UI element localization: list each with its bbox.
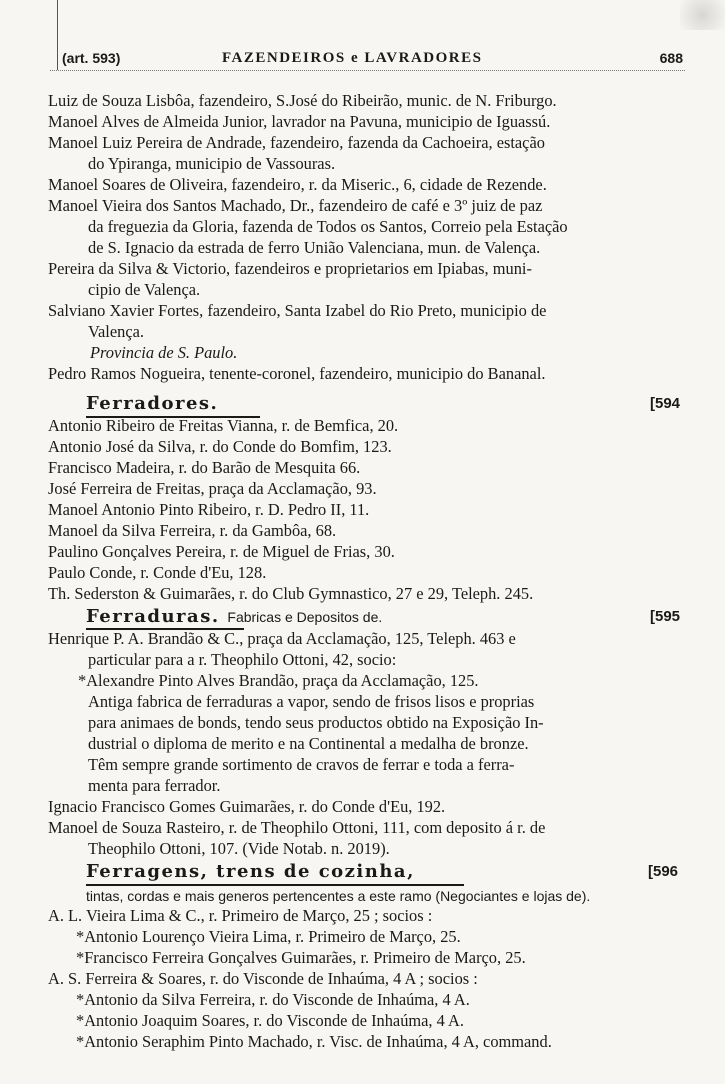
entry-line: Antiga fabrica de ferraduras a vapor, sendo de frisos lisos e proprias bbox=[88, 692, 535, 711]
page-spine-line bbox=[57, 0, 58, 70]
entry-line: Salviano Xavier Fortes, fazendeiro, Santa Izabel do Rio Preto, municipio de bbox=[48, 301, 547, 320]
entry-line: do Ypiranga, municipio de Vassouras. bbox=[88, 154, 336, 173]
entry-line: Antonio Ribeiro de Freitas Vianna, r. de Bemfica, 20. bbox=[48, 416, 399, 435]
entry-line: Henrique P. A. Brandão & C., praça da Acclamação, 125, Teleph. 463 e bbox=[48, 629, 516, 648]
entry-line: particular para a r. Theophilo Ottoni, 42, socio: bbox=[88, 650, 397, 669]
entry-line: Valença. bbox=[88, 322, 144, 341]
entry-line: de S. Ignacio da estrada de ferro União Valenciana, mun. de Valença. bbox=[88, 238, 541, 257]
entry-line: Th. Sederston & Guimarães, r. do Club Gymnastico, 27 e 29, Teleph. 245. bbox=[48, 584, 534, 603]
entry-line: Manoel Antonio Pinto Ribeiro, r. D. Pedro II, 11. bbox=[48, 500, 370, 519]
entry-line: para animaes de bonds, tendo seus productos obtido na Exposição In- bbox=[88, 713, 544, 732]
entry-line: Manoel de Souza Rasteiro, r. de Theophilo Ottoni, 111, com deposito á r. de bbox=[48, 818, 546, 837]
section-number: [596 bbox=[648, 863, 679, 880]
entry-line: Pereira da Silva & Victorio, fazendeiros e proprietarios em Ipiabas, muni- bbox=[48, 259, 532, 278]
entry-line: Manoel da Silva Ferreira, r. da Gambôa, 68. bbox=[48, 521, 337, 540]
header-title: FAZENDEIROS e LAVRADORES bbox=[222, 50, 483, 66]
section-title-ferraduras: Ferraduras. Fabricas e Depositos de. bbox=[86, 606, 383, 627]
entry-line: Paulino Gonçalves Pereira, r. de Miguel de Frias, 30. bbox=[48, 542, 395, 561]
entry-line: Manoel Soares de Oliveira, fazendeiro, r. da Miseric., 6, cidade de Rezende. bbox=[48, 175, 547, 194]
entry-line: *Antonio Joaquim Soares, r. do Visconde de Inhaúma, 4 A. bbox=[76, 1011, 464, 1030]
entry-line: cipio de Valença. bbox=[88, 280, 201, 299]
entry-line: Manoel Vieira dos Santos Machado, Dr., fazendeiro de café e 3º juiz de paz bbox=[48, 196, 543, 215]
section-title-ferradores: Ferradores. bbox=[86, 393, 219, 414]
entry-line: Paulo Conde, r. Conde d'Eu, 128. bbox=[48, 563, 267, 582]
section-subtitle: Fabricas e Depositos de. bbox=[227, 609, 383, 625]
entry-line: José Ferreira de Freitas, praça da Acclamação, 93. bbox=[48, 479, 377, 498]
entry-line: *Alexandre Pinto Alves Brandão, praça da Acclamação, 125. bbox=[78, 671, 479, 690]
entry-line: A. L. Vieira Lima & C., r. Primeiro de Março, 25 ; socios : bbox=[48, 906, 433, 925]
entry-line: *Antonio Seraphim Pinto Machado, r. Visc. de Inhaúma, 4 A, command. bbox=[76, 1032, 552, 1051]
entry-line: da freguezia da Gloria, fazenda de Todos os Santos, Correio pela Estação bbox=[88, 217, 568, 236]
entry-line: *Francisco Ferreira Gonçalves Guimarães, r. Primeiro de Março, 25. bbox=[76, 948, 526, 967]
entry-line: A. S. Ferreira & Soares, r. do Visconde de Inhaúma, 4 A ; socios : bbox=[48, 969, 478, 988]
entry-line: Theophilo Ottoni, 107. (Vide Notab. n. 2019). bbox=[88, 839, 390, 858]
entry-line: menta para ferrador. bbox=[88, 776, 221, 795]
section-number: [594 bbox=[650, 395, 681, 412]
entry-line: Luiz de Souza Lisbôa, fazendeiro, S.José do Ribeirão, munic. de N. Friburgo. bbox=[48, 91, 557, 110]
entry-line: *Antonio da Silva Ferreira, r. do Visconde de Inhaúma, 4 A. bbox=[76, 990, 470, 1009]
province-heading: Provincia de S. Paulo. bbox=[90, 343, 238, 362]
header-rule bbox=[50, 70, 685, 71]
header-page-number: 688 bbox=[659, 50, 683, 66]
entry-line: Antonio José da Silva, r. do Conde do Bomfim, 123. bbox=[48, 437, 392, 456]
section-title-ferragens: Ferragens, trens de cozinha, bbox=[86, 861, 415, 882]
paper-stain bbox=[680, 0, 725, 30]
entry-line: *Antonio Lourenço Vieira Lima, r. Primeiro de Março, 25. bbox=[76, 927, 461, 946]
entry-line: Manoel Alves de Almeida Junior, lavrador na Pavuna, municipio de Iguassú. bbox=[48, 112, 551, 131]
entry-line: Francisco Madeira, r. do Barão de Mesquita 66. bbox=[48, 458, 361, 477]
entry-line: Têm sempre grande sortimento de cravos de ferrar e toda a ferra- bbox=[88, 755, 515, 774]
header-article-ref: (art. 593) bbox=[62, 50, 121, 66]
entry-line: dustrial o diploma de merito e na Continental a medalha de bronze. bbox=[88, 734, 529, 753]
section-subtitle-line: tintas, cordas e mais generos pertencentes a este ramo (Negociantes e lojas de). bbox=[86, 888, 591, 904]
section-number: [595 bbox=[650, 608, 681, 625]
entry-line: Ignacio Francisco Gomes Guimarães, r. do Conde d'Eu, 192. bbox=[48, 797, 446, 816]
entry-line: Pedro Ramos Nogueira, tenente-coronel, fazendeiro, municipio do Bananal. bbox=[48, 364, 546, 383]
entry-line: Manoel Luiz Pereira de Andrade, fazendeiro, fazenda da Cachoeira, estação bbox=[48, 133, 545, 152]
